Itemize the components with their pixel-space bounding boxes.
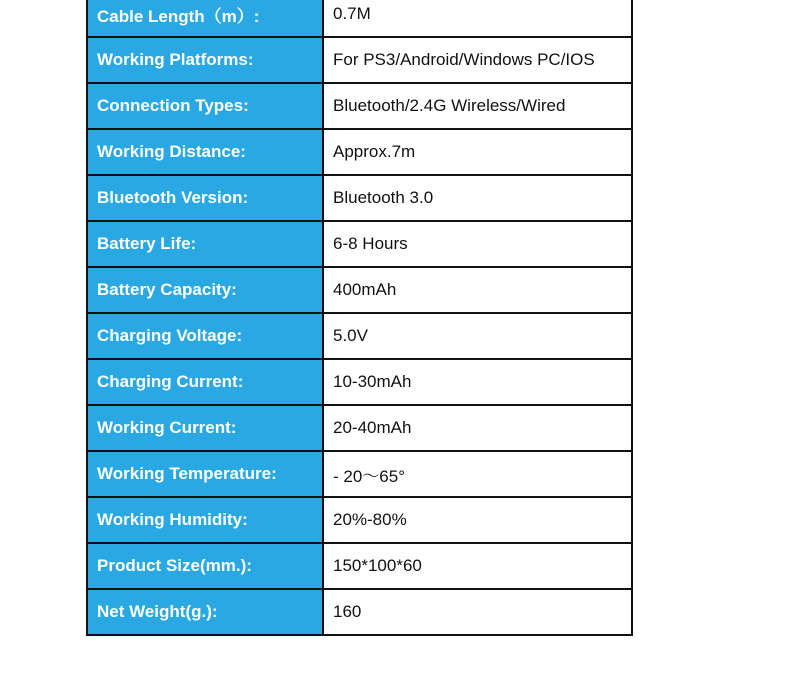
- spec-value: Bluetooth/2.4G Wireless/Wired: [323, 83, 632, 129]
- table-row: [87, 267, 632, 313]
- table-row: [87, 313, 632, 359]
- spec-value: - 20～65°: [323, 451, 632, 497]
- spec-table: [86, 0, 633, 636]
- spec-label: Battery Capacity:: [87, 267, 323, 313]
- spec-label: Working Distance:: [87, 129, 323, 175]
- spec-label: Product Size(mm.):: [87, 543, 323, 589]
- spec-value: For PS3/Android/Windows PC/IOS: [323, 37, 632, 83]
- table-row: [87, 589, 632, 635]
- spec-value: 6-8 Hours: [323, 221, 632, 267]
- spec-label: Working Platforms:: [87, 37, 323, 83]
- table-row: [87, 359, 632, 405]
- spec-label: Working Current:: [87, 405, 323, 451]
- spec-value: 20-40mAh: [323, 405, 632, 451]
- spec-value: 5.0V: [323, 313, 632, 359]
- spec-value: 400mAh: [323, 267, 632, 313]
- table-row: [87, 83, 632, 129]
- table-row: [87, 221, 632, 267]
- table-row: [87, 37, 632, 83]
- spec-label: Charging Current:: [87, 359, 323, 405]
- spec-label: Net Weight(g.):: [87, 589, 323, 635]
- spec-value: 10-30mAh: [323, 359, 632, 405]
- table-row: [87, 497, 632, 543]
- spec-value: 20%-80%: [323, 497, 632, 543]
- spec-label: Battery Life:: [87, 221, 323, 267]
- table-row: [87, 543, 632, 589]
- spec-value: Approx.7m: [323, 129, 632, 175]
- spec-value: 150*100*60: [323, 543, 632, 589]
- spec-label: Charging Voltage:: [87, 313, 323, 359]
- table-row: [87, 451, 632, 497]
- table-row: [87, 405, 632, 451]
- spec-value: 160: [323, 589, 632, 635]
- spec-value: 0.7M: [323, 0, 632, 37]
- spec-label: Cable Length（m）:: [87, 0, 323, 37]
- spec-label: Connection Types:: [87, 83, 323, 129]
- spec-table-body: [87, 0, 632, 635]
- table-row: [87, 175, 632, 221]
- table-row: [87, 129, 632, 175]
- spec-label: Bluetooth Version:: [87, 175, 323, 221]
- spec-value: Bluetooth 3.0: [323, 175, 632, 221]
- spec-label: Working Temperature:: [87, 451, 323, 497]
- spec-label: Working Humidity:: [87, 497, 323, 543]
- table-row: [87, 0, 632, 37]
